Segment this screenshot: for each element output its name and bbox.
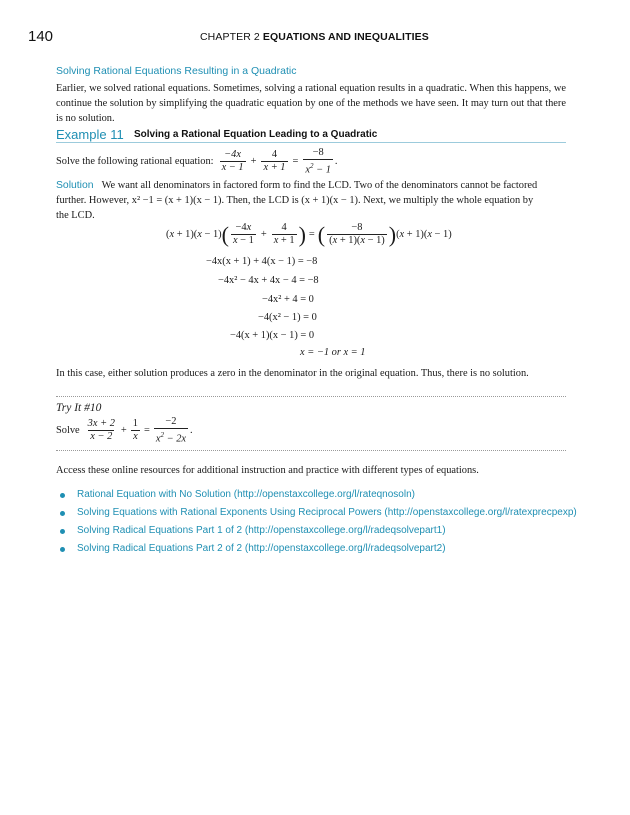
section-intro: Earlier, we solved rational equations. Sometimes, solving a rational equation results in a quadratic. When this happens, we continue the solution by simplifying the quadratic equation by one of the methods we have seen. It may turn out that there is no solution.: [56, 83, 566, 124]
example-prompt-text: Solve the following rational equation:: [56, 156, 214, 168]
solution-text-2: further. However, x² −1 = (x + 1)(x − 1). Then, the LCD is (x + 1)(x − 1). Next, we multiply the whole equation by: [56, 195, 534, 206]
chapter-title: EQUATIONS AND INEQUALITIES: [262, 31, 429, 43]
solution-step: −4x² + 4 = 0: [262, 294, 314, 305]
bullet-icon: [60, 529, 65, 534]
resources-intro: Access these online resources for additional instruction and practice with different types of equations.: [56, 465, 479, 476]
chapter-prefix: CHAPTER 2: [200, 31, 260, 43]
try-it-top-rule: [56, 396, 566, 397]
example-title: Solving a Rational Equation Leading to a Quadratic: [134, 129, 378, 140]
solution-paragraph: [56, 178, 566, 223]
page-number: 140: [28, 28, 54, 45]
solution-step: −4x(x + 1) + 4(x − 1) = −8: [206, 256, 318, 267]
solution-text-1: We want all denominators in factored form to find the LCD. Two of the denominators cannot be factored: [101, 180, 538, 191]
solution-result: x = −1 or x = 1: [300, 347, 366, 358]
example-conclusion: In this case, either solution produces a zero in the denominator in the original equation. Thus, there is no solution.: [56, 368, 529, 379]
try-it-bottom-rule: [56, 450, 566, 451]
try-it-prompt: [56, 416, 193, 445]
resource-link[interactable]: Solving Radical Equations Part 2 of 2 (http://openstaxcollege.org/l/radeqsolvepart2): [60, 540, 580, 558]
resource-link[interactable]: Rational Equation with No Solution (http://openstaxcollege.org/l/rateqnosoln): [60, 486, 580, 504]
solution-step: −4(x² − 1) = 0: [258, 312, 317, 323]
chapter-header: [200, 31, 429, 43]
example-prompt: [56, 147, 338, 176]
try-it-prompt-text: Solve: [56, 425, 80, 437]
resource-link[interactable]: Solving Equations with Rational Exponents Using Reciprocal Powers (http://openstaxcollege.org/l/ratexprecpexp): [60, 504, 580, 522]
try-it-equation: $\frac{3x + 2}{x - 2}$ + $\frac{1}{x}$ = $\frac{-2}{x^2 - 2x}$ .: [87, 416, 193, 445]
example-equation: $\frac{-4x}{x - 1}$ + $\frac{4}{x + 1}$ = $\frac{-8}{x^2 - 1}$ .: [221, 147, 338, 176]
lcd-multiplied-equation: (x + 1)(x − 1) ( $\frac{-4x}{x - 1}$ + $\frac{4}{x + 1}$ ) = ( $\frac{-8}{(x + 1)(x - 1)}$ ) (x + 1)(x − 1): [166, 221, 452, 247]
example-rule: [56, 142, 566, 143]
example-label: Example 11: [56, 127, 124, 142]
resource-link[interactable]: Solving Radical Equations Part 1 of 2 (http://openstaxcollege.org/l/radeqsolvepart1): [60, 522, 580, 540]
section-title: Solving Rational Equations Resulting in a Quadratic: [56, 65, 297, 77]
solution-label: Solution: [56, 180, 94, 191]
try-it-label: Try It #10: [56, 402, 102, 414]
solution-step: −4x² − 4x + 4x − 4 = −8: [218, 275, 319, 286]
solution-step: −4(x + 1)(x − 1) = 0: [230, 330, 315, 341]
resources-list: [60, 486, 580, 558]
bullet-icon: [60, 547, 65, 552]
bullet-icon: [60, 493, 65, 498]
solution-text-3: the LCD.: [56, 210, 95, 221]
bullet-icon: [60, 511, 65, 516]
